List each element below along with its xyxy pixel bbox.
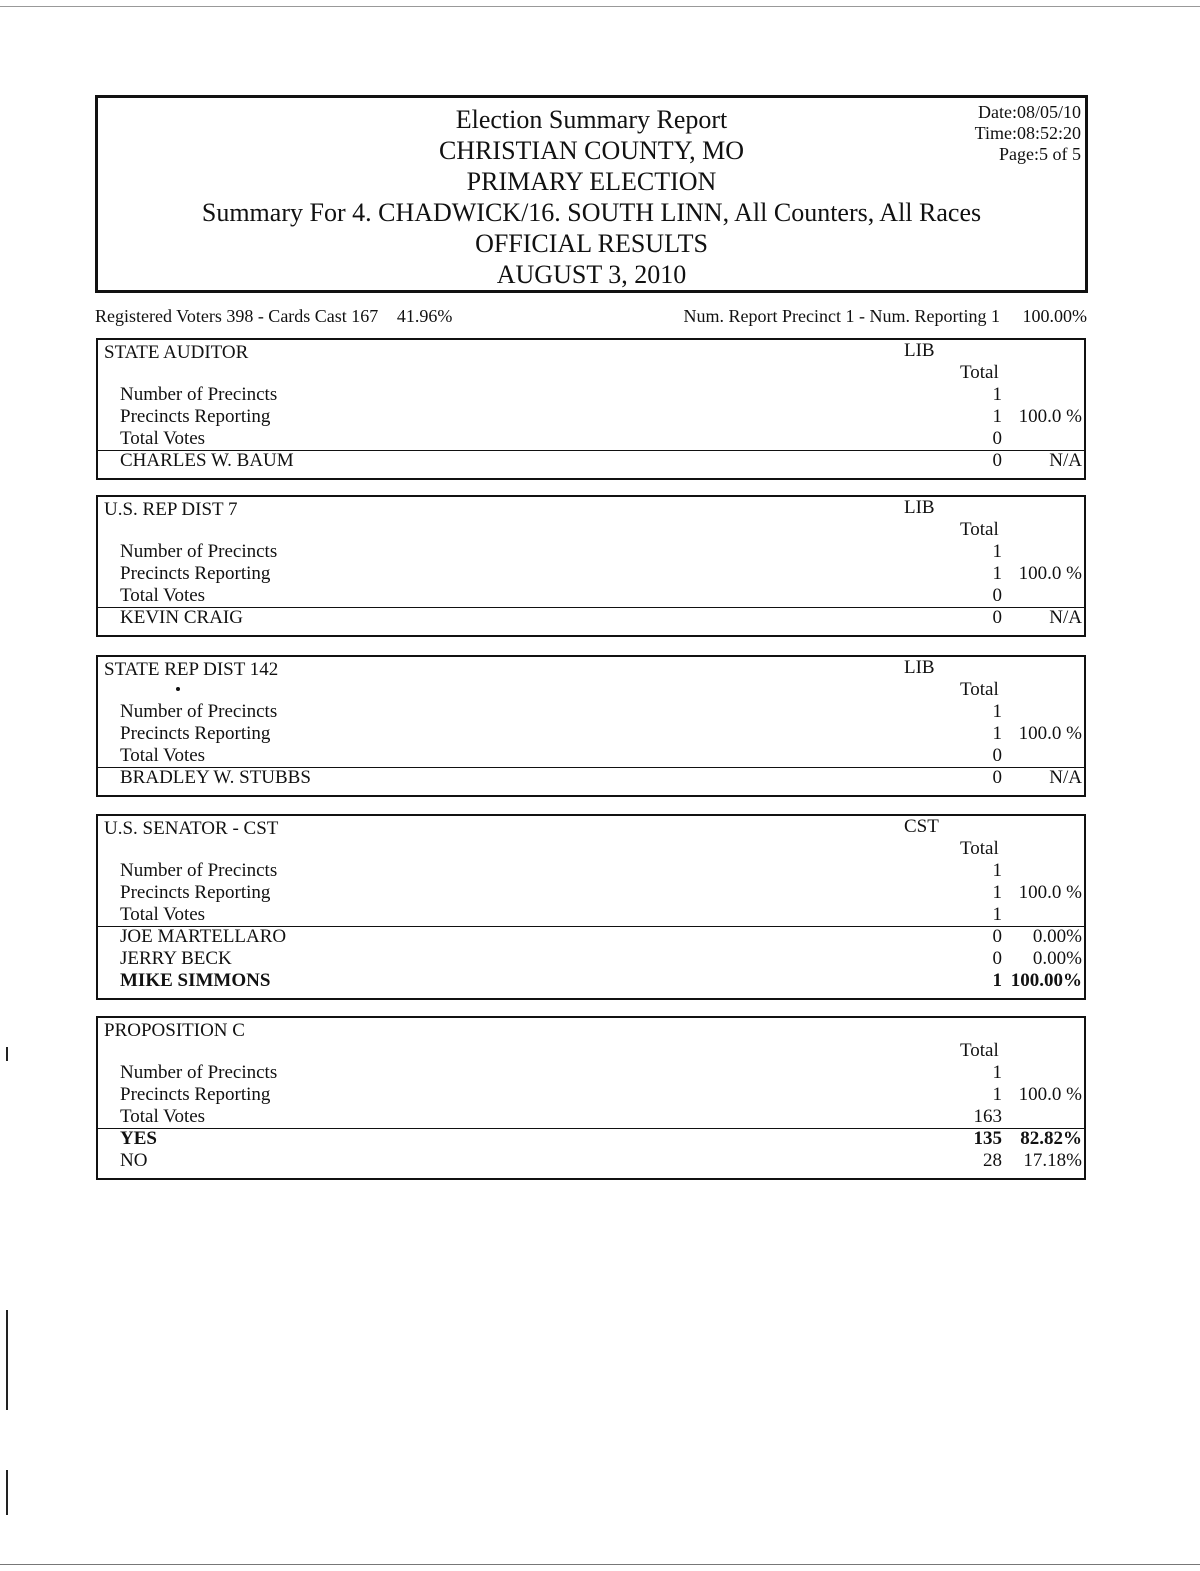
- summary-scope: Summary For 4. CHADWICK/16. SOUTH LINN, All Counters, All Races: [201, 198, 982, 227]
- scan-mark-left-3: [6, 1470, 8, 1515]
- total-column-header: Total: [960, 1040, 999, 1061]
- scan-mark-left-2: [6, 1310, 8, 1410]
- row-votes: 1: [992, 860, 1002, 881]
- candidate-row: [98, 607, 1084, 629]
- total-votes-row: [98, 428, 1084, 450]
- row-percent: 100.0 %: [1018, 406, 1082, 427]
- row-percent: 82.82%: [1020, 1128, 1082, 1149]
- race-block: [96, 495, 1086, 637]
- page-number: Page:5 of 5: [999, 144, 1081, 164]
- results-status: OFFICIAL RESULTS: [475, 229, 708, 258]
- row-label: Total Votes: [120, 745, 206, 766]
- row-label: Total Votes: [120, 1106, 206, 1127]
- registered-voters-line: [95, 305, 452, 327]
- row-label: YES: [120, 1128, 157, 1149]
- precincts-reporting-row: [98, 563, 1084, 585]
- precincts-reporting-row: [98, 882, 1084, 904]
- total-votes-row: [98, 585, 1084, 607]
- report-header: [95, 95, 1088, 293]
- row-votes: 1: [992, 723, 1002, 744]
- header-title-block: [98, 104, 1085, 290]
- turnout-pct: 41.96%: [396, 306, 453, 326]
- election-name: PRIMARY ELECTION: [466, 167, 717, 196]
- row-label: Total Votes: [120, 904, 206, 925]
- total-column-header: Total: [960, 519, 999, 540]
- precincts-reporting-row: [98, 1084, 1084, 1106]
- row-percent: 100.0 %: [1018, 1084, 1082, 1105]
- race-block: [96, 655, 1086, 797]
- row-label: Precincts Reporting: [120, 563, 271, 584]
- candidate-row: [98, 1128, 1084, 1150]
- row-label: CHARLES W. BAUM: [120, 450, 294, 471]
- row-votes: 135: [973, 1128, 1002, 1149]
- candidate-row: [98, 948, 1084, 970]
- row-label: Number of Precincts: [120, 860, 278, 881]
- report-title: Election Summary Report: [455, 105, 728, 134]
- race-party: LIB: [904, 497, 935, 518]
- row-label: KEVIN CRAIG: [120, 607, 243, 628]
- precinct-reporting-line: [684, 305, 1087, 327]
- race-party: CST: [904, 816, 939, 837]
- total-column-header: Total: [960, 362, 999, 383]
- row-label: Total Votes: [120, 428, 206, 449]
- number-of-precincts-row: [98, 701, 1084, 723]
- row-percent: N/A: [1049, 767, 1082, 788]
- race-block: [96, 814, 1086, 1000]
- row-label: Number of Precincts: [120, 701, 278, 722]
- row-votes: 1: [992, 970, 1002, 991]
- row-label: JOE MARTELLARO: [120, 926, 287, 947]
- row-percent: N/A: [1049, 607, 1082, 628]
- row-label: Precincts Reporting: [120, 723, 271, 744]
- scan-line-top: [0, 6, 1200, 7]
- row-percent: N/A: [1049, 450, 1082, 471]
- county-name: CHRISTIAN COUNTY, MO: [438, 136, 745, 165]
- row-votes: 1: [992, 541, 1002, 562]
- row-label: Number of Precincts: [120, 1062, 278, 1083]
- scan-mark-left-1: [6, 1047, 8, 1061]
- race-title: STATE AUDITOR: [104, 342, 249, 363]
- row-label: Total Votes: [120, 585, 206, 606]
- total-column-header: Total: [960, 838, 999, 859]
- candidate-row: [98, 970, 1084, 992]
- report-time: Time:08:52:20: [974, 123, 1081, 143]
- row-votes: 163: [973, 1106, 1002, 1127]
- race-title: U.S. REP DIST 7: [104, 499, 238, 520]
- total-column-header: Total: [960, 679, 999, 700]
- header-meta: [975, 102, 1081, 165]
- row-votes: 0: [992, 607, 1002, 628]
- precincts-reporting-row: [98, 723, 1084, 745]
- row-percent: 100.0 %: [1018, 563, 1082, 584]
- row-votes: 0: [992, 926, 1002, 947]
- report-date: Date:08/05/10: [978, 102, 1081, 122]
- row-votes: 0: [992, 585, 1002, 606]
- row-votes: 1: [992, 384, 1002, 405]
- row-percent: 17.18%: [1023, 1150, 1082, 1171]
- race-title: U.S. SENATOR - CST: [104, 818, 279, 839]
- candidate-row: [98, 450, 1084, 472]
- row-label: Number of Precincts: [120, 384, 278, 405]
- row-votes: 1: [992, 1084, 1002, 1105]
- number-of-precincts-row: [98, 860, 1084, 882]
- row-label: JERRY BECK: [120, 948, 232, 969]
- number-of-precincts-row: [98, 384, 1084, 406]
- row-votes: 0: [992, 948, 1002, 969]
- row-votes: 28: [983, 1150, 1002, 1171]
- total-votes-row: [98, 745, 1084, 767]
- row-votes: 1: [992, 1062, 1002, 1083]
- registered-voters: Registered Voters 398 - Cards Cast 167: [95, 306, 379, 326]
- row-label: Precincts Reporting: [120, 882, 271, 903]
- race-block: [96, 1016, 1086, 1180]
- row-votes: 0: [992, 450, 1002, 471]
- row-label: Precincts Reporting: [120, 1084, 271, 1105]
- row-percent: 100.00%: [1010, 970, 1082, 991]
- race-title: PROPOSITION C: [104, 1020, 245, 1041]
- race-title: STATE REP DIST 142: [104, 659, 279, 680]
- total-votes-row: [98, 904, 1084, 926]
- row-votes: 1: [992, 563, 1002, 584]
- row-label: NO: [120, 1150, 148, 1171]
- candidate-row: [98, 767, 1084, 789]
- row-percent: 100.0 %: [1018, 882, 1082, 903]
- total-votes-row: [98, 1106, 1084, 1128]
- row-votes: 0: [992, 767, 1002, 788]
- row-percent: 100.0 %: [1018, 723, 1082, 744]
- number-of-precincts-row: [98, 541, 1084, 563]
- row-label: Number of Precincts: [120, 541, 278, 562]
- row-label: BRADLEY W. STUBBS: [120, 767, 311, 788]
- row-votes: 0: [992, 745, 1002, 766]
- race-party: LIB: [904, 340, 935, 361]
- row-votes: 1: [992, 904, 1002, 925]
- row-label: Precincts Reporting: [120, 406, 271, 427]
- row-votes: 1: [992, 406, 1002, 427]
- row-votes: 1: [992, 882, 1002, 903]
- stray-dot: [176, 687, 180, 691]
- candidate-row: [98, 926, 1084, 948]
- race-party: LIB: [904, 657, 935, 678]
- number-of-precincts-row: [98, 1062, 1084, 1084]
- precincts-reporting-row: [98, 406, 1084, 428]
- row-votes: 0: [992, 428, 1002, 449]
- race-block: [96, 338, 1086, 480]
- precincts-reporting-pct: 100.00%: [1022, 306, 1087, 326]
- election-date: AUGUST 3, 2010: [496, 260, 687, 289]
- row-percent: 0.00%: [1032, 948, 1082, 969]
- precincts-reporting-summary: Num. Report Precinct 1 - Num. Reporting 1: [683, 306, 1000, 326]
- row-votes: 1: [992, 701, 1002, 722]
- scan-line-bottom: [0, 1564, 1200, 1565]
- row-percent: 0.00%: [1032, 926, 1082, 947]
- row-label: MIKE SIMMONS: [120, 970, 271, 991]
- candidate-row: [98, 1150, 1084, 1172]
